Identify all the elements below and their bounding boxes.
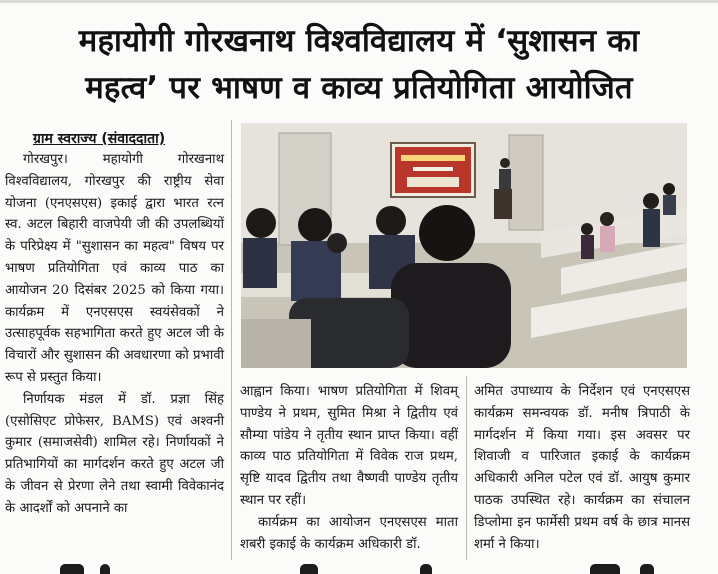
headline-line-1: महायोगी गोरखनाथ विश्वविद्यालय में ‘सुशासन का — [78, 23, 640, 59]
column-3 — [474, 381, 690, 555]
top-border — [0, 0, 718, 3]
column-1 — [5, 149, 224, 520]
paragraph: गोरखपुर। महायोगी गोरखनाथ विश्वविद्यालय, गोरखपुर की राष्ट्रीय सेवा योजना (एनएसएस) इकाई द्वारा भारत रत्न स्व. अटल बिहारी वाजपेयी जी की उपलब्धियों के परिप्रेक्ष्य में "सुशासन का महत्व" विषय पर भाषण प्रतियोगिता एवं काव्य पाठ का आयोजन 20 दिसंबर 2025 को किया गया। कार्यक्रम में एनएसएस स्वयंसेवकों ने उत्साहपूर्वक सहभागिता करते हुए अटल जी के विचारों और सुशासन की अवधारणा को प्रभावी रूप से प्रस्तुत किया। — [5, 152, 224, 385]
column-2 — [240, 381, 458, 555]
next-headline-cutoff — [0, 560, 718, 574]
paragraph: आह्वान किया। भाषण प्रतियोगिता में शिवम् पाण्डेय ने प्रथम, सुमित मिश्रा ने द्वितीय एवं सौम्या पांडेय ने तृतीय स्थान प्राप्त किया। वहीं काव्य पाठ प्रतियोगिता में विवेक राज प्रथम, सृष्टि यादव द्वितीय तथा वैष्णवी पाण्डेय तृतीय स्थान पर रहीं। — [240, 384, 458, 508]
paragraph: निर्णायक मंडल में डॉ. प्रज्ञा सिंह (एसोसिएट प्रोफेसर, BAMS) एवं अश्वनी कुमार (समाजसेवी) शामिल रहे। निर्णायकों ने प्रतिभागियों का मार्गदर्शन करते हुए अटल जी के जीवन से प्रेरणा लेने तथा स्वामी विवेकानंद के आदर्शों को अपनाने का — [5, 391, 224, 516]
headline-line-2: महत्व’ पर भाषण व काव्य प्रतियोगिता आयोजित — [85, 70, 633, 106]
paragraph: कार्यक्रम का आयोजन एनएसएस माता शबरी इकाई के कार्यक्रम अधिकारी डॉ. — [240, 514, 458, 552]
column-divider — [231, 120, 232, 560]
headline — [6, 18, 712, 112]
paragraph: अमित उपाध्याय के निर्देशन एवं एनएसएस कार्यक्रम समन्वयक डॉ. मनीष त्रिपाठी के मार्गदर्शन में किया गया। इस अवसर पर शिवाजी व पारिजात इकाई के कार्यक्रम अधिकारी अनिल पटेल एवं डॉ. आयुष कुमार पाठक उपस्थित रहे। कार्यक्रम का संचालन डिप्लोमा इन फार्मेसी प्रथम वर्ष के छात्र मानस शर्मा ने किया। — [474, 384, 690, 552]
byline: ग्राम स्वराज्य (संवाददाता) — [33, 131, 166, 147]
event-photo — [241, 123, 687, 368]
column-divider — [466, 376, 467, 560]
